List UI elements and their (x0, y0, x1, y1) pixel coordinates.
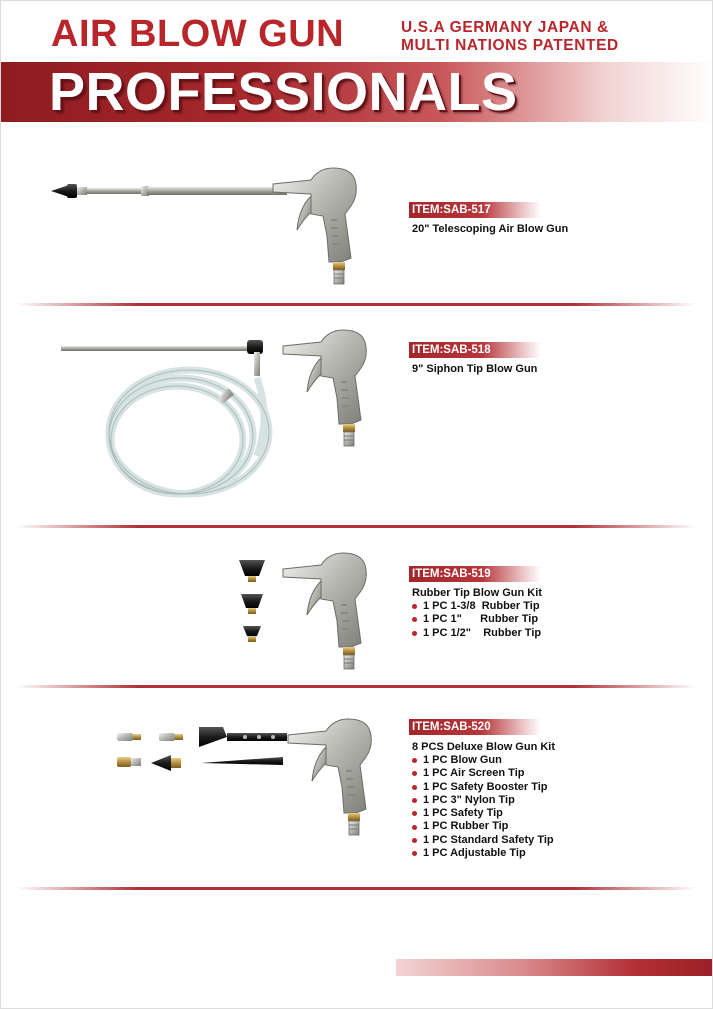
siphon-hose-icon (109, 370, 269, 494)
bullet-icon (412, 758, 417, 763)
list-item-label: 1 PC Standard Safety Tip (423, 833, 554, 846)
bullet-icon (412, 631, 417, 636)
item-number-badge: ITEM:SAB-517 (409, 202, 541, 218)
bullet-icon (412, 604, 417, 609)
telescoping-blow-gun-image (41, 161, 381, 286)
section-divider (16, 887, 696, 890)
deluxe-kit-image (111, 713, 391, 838)
list-item-label: 1 PC Rubber Tip (423, 820, 509, 833)
list-item (412, 754, 554, 767)
list-item-label: 1 PC Blow Gun (423, 754, 502, 766)
list-item-label: 1 PC Safety Tip (423, 807, 503, 820)
siphon-blow-gun-image (61, 326, 386, 516)
bullet-icon (412, 851, 417, 856)
item-contents-list (412, 754, 554, 860)
list-item (412, 820, 554, 833)
list-item (412, 807, 554, 820)
list-item (412, 767, 554, 780)
bullet-icon (412, 785, 417, 790)
page-title: AIR BLOW GUN (51, 13, 345, 55)
item-number-badge: ITEM:SAB-518 (409, 342, 541, 358)
item-number-badge: ITEM:SAB-519 (409, 566, 541, 582)
list-item-label: 1 PC 1-3/8 Rubber Tip (423, 600, 540, 612)
rubber-tip-kit-image (231, 546, 381, 671)
bullet-icon (412, 617, 417, 622)
list-item-label: 1 PC Safety Booster Tip (423, 780, 548, 793)
item-description: 8 PCS Deluxe Blow Gun Kit (412, 741, 556, 753)
list-item (412, 613, 541, 626)
patent-line-1: U.S.A GERMANY JAPAN & (401, 19, 609, 36)
list-item (412, 834, 554, 847)
rubber-tip-icon (51, 185, 69, 197)
list-item-label: 1 PC 1" Rubber Tip (423, 613, 539, 626)
item-contents-list (412, 600, 541, 640)
bullet-icon (412, 798, 417, 803)
bullet-icon (412, 811, 417, 816)
footer-bar (396, 959, 713, 976)
bullet-icon (412, 825, 417, 830)
list-item-label: 1 PC 1/2" Rubber Tip (423, 626, 542, 639)
list-item (412, 627, 541, 640)
item-number-badge: ITEM:SAB-520 (409, 719, 541, 735)
list-item (412, 781, 554, 794)
list-item (412, 847, 554, 860)
section-divider (16, 303, 696, 306)
list-item-label: 1 PC 3" Nylon Tip (423, 793, 515, 806)
patent-notice (401, 19, 619, 55)
item-description: 9" Siphon Tip Blow Gun (412, 363, 538, 375)
bullet-icon (412, 838, 417, 843)
bullet-icon (412, 771, 417, 776)
item-description: 20" Telescoping Air Blow Gun (412, 223, 569, 235)
list-item (412, 794, 554, 807)
banner-title: PROFESSIONALS (49, 62, 518, 122)
section-divider (16, 525, 696, 528)
list-item-label: 1 PC Air Screen Tip (423, 767, 525, 780)
list-item (412, 600, 541, 613)
item-description: Rubber Tip Blow Gun Kit (412, 587, 542, 599)
section-divider (16, 685, 696, 688)
patent-line-2: MULTI NATIONS PATENTED (401, 37, 619, 54)
list-item-label: 1 PC Adjustable Tip (423, 847, 526, 860)
